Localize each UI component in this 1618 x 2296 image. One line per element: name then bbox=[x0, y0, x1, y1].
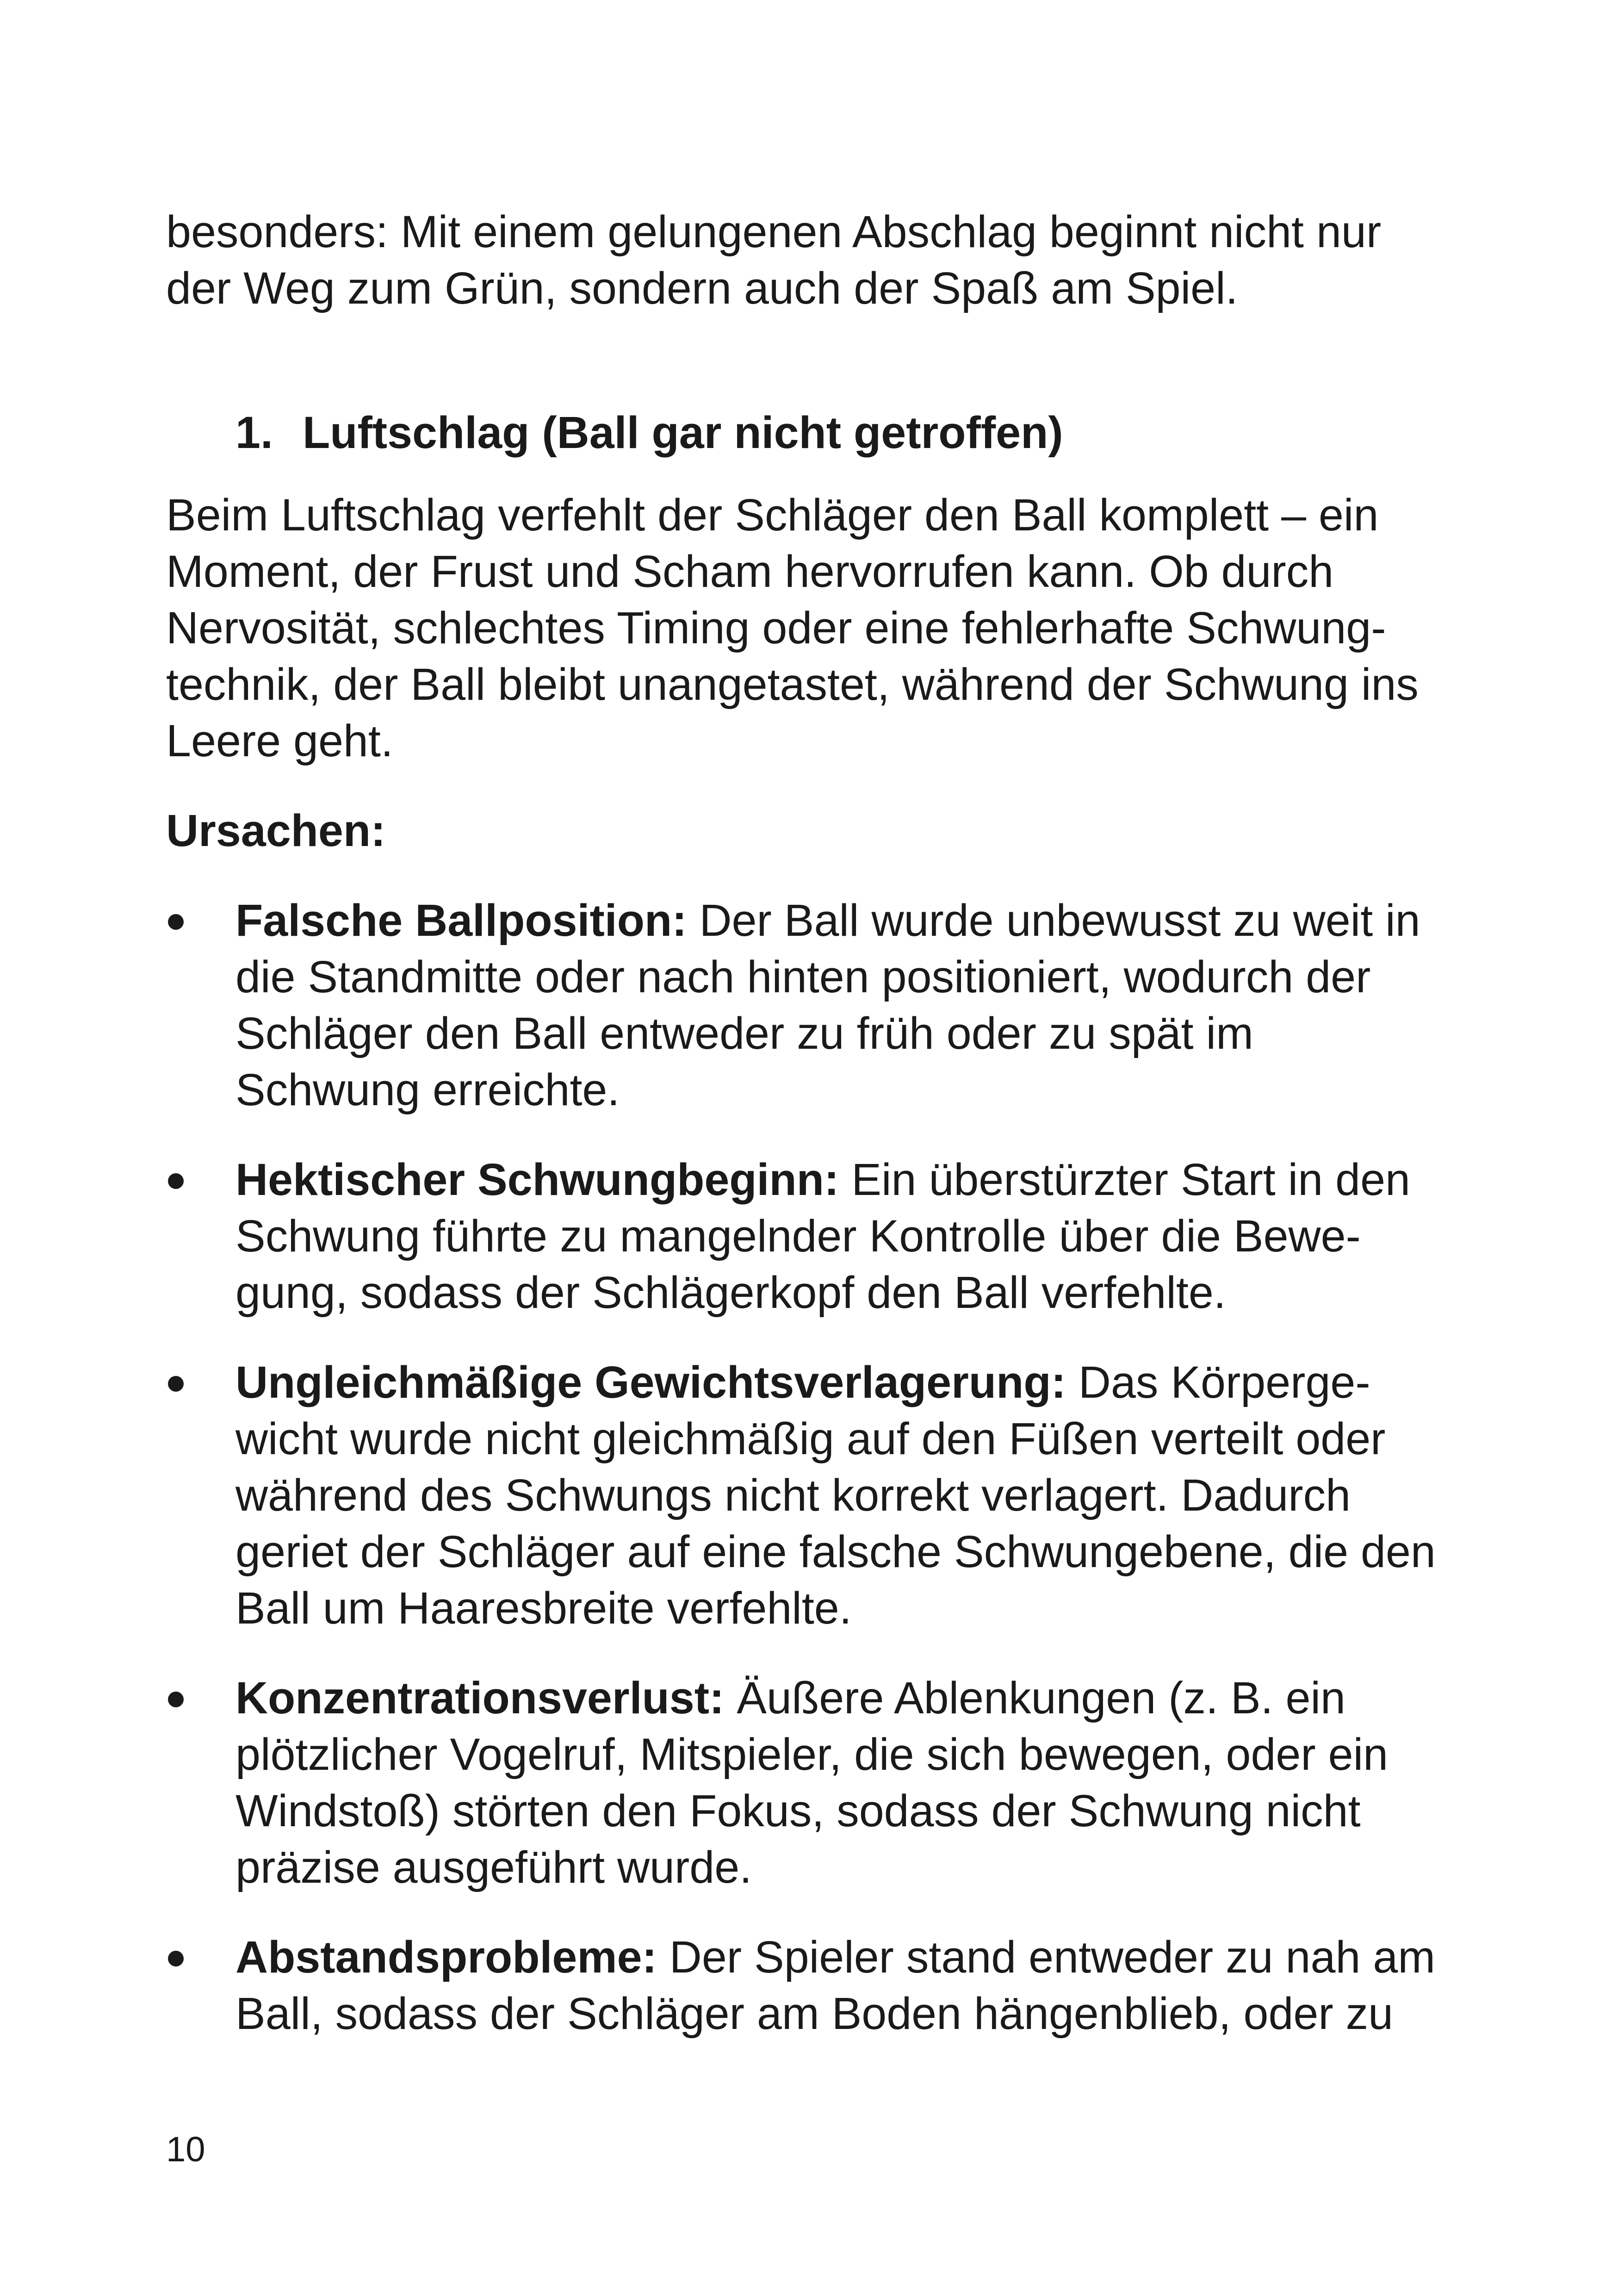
cause-text: Der Ball wurde unbewusst zu weit in die Standmitte oder nach hinten positioniert, wodurch der Schläger den Ball entweder zu früh oder zu spät im Schwung erreichte. bbox=[236, 895, 1420, 1115]
intro-paragraph: besonders: Mit einem gelungenen Abschlag beginnt nicht nur der Weg zum Grün, sondern auch der Spaß am Spiel. bbox=[166, 206, 1382, 313]
cause-item bbox=[166, 1151, 1443, 1321]
cause-text: Ein überstürzter Start in den Schwung führte zu mangelnder Kontrolle über die Bewegung, sodass der Schlägerkopf den Ball verfehlte. bbox=[236, 1154, 1410, 1318]
cause-term: Ungleichmäßige Gewichtsverlagerung: bbox=[236, 1357, 1066, 1407]
cause-item bbox=[166, 1670, 1443, 1896]
page-body bbox=[166, 204, 1443, 2075]
section-paragraph: Beim Luftschlag verfehlt der Schläger den Ball komplett – ein Moment, der Frust und Scham hervorrufen kann. Ob durch Nervosität, schlechtes Timing oder eine fehlerhafte Schwungtechnik, der Ball bleibt unangetastet, während der Schwung ins Leere geht. bbox=[166, 490, 1419, 766]
cause-term: Falsche Ballposition: bbox=[236, 895, 687, 946]
causes-list bbox=[166, 892, 1443, 2042]
page-number: 10 bbox=[166, 2130, 205, 2169]
cause-item bbox=[166, 1929, 1443, 2042]
section-heading bbox=[166, 404, 1443, 461]
causes-label: Ursachen: bbox=[166, 805, 386, 856]
section-title: Luftschlag (Ball gar nicht getroffen) bbox=[303, 407, 1063, 458]
cause-text: Das Körpergewicht wurde nicht gleichmäßig auf den Füßen verteilt oder während des Schwungs nicht korrekt verlagert. Dadurch geriet der Schläger auf eine falsche Schwungebene, die den Ball um Haaresbreite verfehlte. bbox=[236, 1357, 1436, 1633]
cause-term: Konzentrationsverlust: bbox=[236, 1673, 725, 1723]
cause-term: Hektischer Schwungbeginn: bbox=[236, 1154, 839, 1205]
cause-item bbox=[166, 892, 1443, 1118]
cause-item bbox=[166, 1354, 1443, 1636]
cause-text: Äußere Ablenkungen (z. B. ein plötzlicher Vogelruf, Mitspieler, die sich bewegen, oder ein Windstoß) störten den Fokus, sodass der Schwung nicht präzise ausgeführt wurde. bbox=[236, 1673, 1389, 1892]
section-number: 1. bbox=[236, 407, 273, 458]
cause-text: Der Spieler stand entweder zu nah am Ball, sodass der Schläger am Boden hängenblieb, oder zu bbox=[236, 1932, 1436, 2039]
cause-term: Abstandsprobleme: bbox=[236, 1932, 657, 1982]
